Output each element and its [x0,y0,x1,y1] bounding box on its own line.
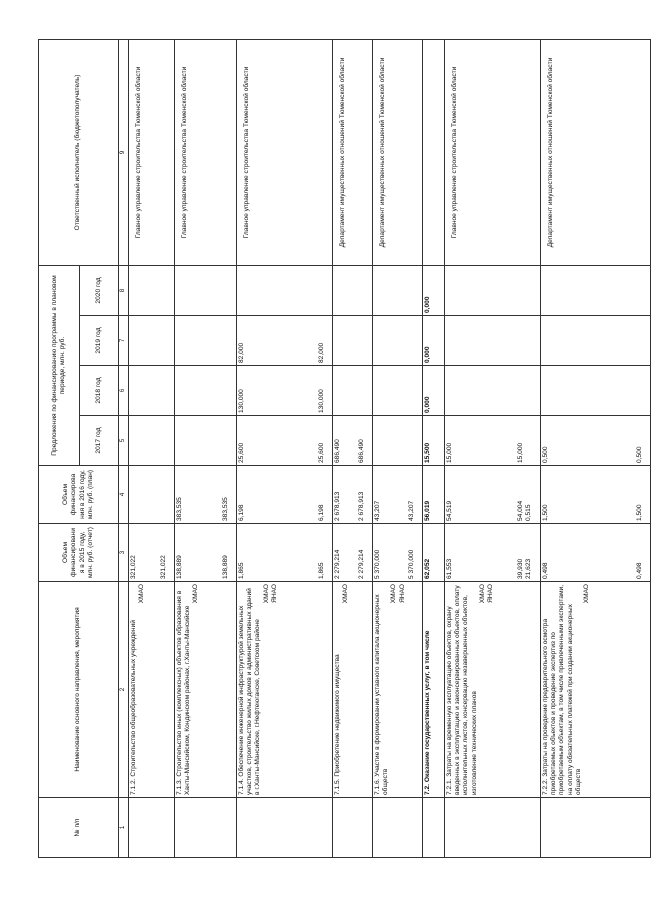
region-label: ЯНАО [270,584,278,603]
region-label: ХМАО [390,584,398,604]
value: 0,500 [542,446,549,463]
value-cell-v2016 [175,466,237,524]
value-cell-y2017 [129,416,175,466]
row-number [129,798,175,858]
value-cell-y2019 [175,316,237,366]
document-sheet [38,40,644,858]
value: 15,000 [446,442,453,463]
region-label: ХМАО [262,584,270,604]
row-name-text: 7.1.6. Участие в формировании уставного капитала акционерных обществ [374,594,390,795]
value-cell-y2017 [445,416,541,466]
header-year-2020: 2020 год [80,265,119,315]
value: 82,000 [318,342,326,363]
value: 21,623 [525,558,533,579]
value: 0,498 [542,562,549,579]
value-cell-y2017 [423,416,445,466]
executor-cell [423,39,445,265]
value: 321,022 [160,555,168,579]
value: 686,490 [334,439,341,463]
value-cell-y2018 [541,366,651,416]
row-name [423,582,445,798]
value-cell-v2015 [129,524,175,582]
value-cell-y2020 [423,265,445,315]
value-cell-y2020 [445,265,541,315]
row-name-text: 7.1.5. Приобретение недвижимого имущества [334,654,341,795]
row-name-text: 7.1.3. Строительство иных (комплексных) объектов образования в Ханты-Мансийском, Кондинском районах, г.Ханты-Мансийске [176,590,192,795]
value-cell-y2019 [237,316,333,366]
value: 383,535 [222,497,230,521]
table-row [423,39,445,857]
value: 62,052 [424,558,431,579]
value-cell-y2018 [373,366,423,416]
value: 1,865 [238,562,245,579]
row-name [175,582,237,798]
column-number: 2 [119,582,129,798]
value-cell-y2020 [333,265,373,315]
value-cell-y2017 [373,416,423,466]
row-name [445,582,541,798]
value: 54,004 [517,500,525,521]
value: 15,000 [517,442,525,463]
value-cell-v2016 [445,466,541,524]
value-cell-v2016 [129,466,175,524]
value: 2 678,913 [334,491,341,521]
executor-cell: Главное управление строительства Тюменской области [175,39,237,265]
row-name [333,582,373,798]
column-number: 7 [119,316,129,366]
value: 1,500 [542,504,549,521]
value: 138,889 [176,555,183,579]
row-number [373,798,423,858]
row-name-text: 7.2.2. Затраты на проведение предварительного осмотра приобретаемых объектов и проведение экспертиз по приобретаемым объектам, в том числе привлеченными экспертами, на оплату обязательных платежей при создании акционерных обществ [542,584,582,795]
value-cell-y2018 [423,366,445,416]
value-cell-v2016 [373,466,423,524]
value-cell-v2016 [333,466,373,524]
value: 2 279,214 [358,549,366,579]
value-cell-y2017 [333,416,373,466]
value-cell-v2015 [373,524,423,582]
value: 25,600 [238,442,245,463]
region-label: ХМАО [342,584,350,604]
value-cell-y2019 [541,316,651,366]
value-cell-v2015 [333,524,373,582]
value-cell-v2015 [445,524,541,582]
table-row [333,39,373,857]
header-volume-2015: Объем финансировани я в 2015 году, млн. руб. (отчет) [39,524,119,582]
value: 0,500 [636,446,644,463]
table-row [373,39,423,857]
header-volume-2016: Объем финансирова ния в 2016 году, млн. руб. (план) [39,466,119,524]
column-number: 9 [119,39,129,265]
header-proposals: Предложения по финансированию программы в плановом периоде, млн. руб. [39,265,80,465]
value-cell-v2015 [237,524,333,582]
value: 0,515 [525,504,533,521]
region-label: ЯНАО [487,584,495,603]
header-executor: Ответственный исполнитель (бюджетополучатель) [39,39,119,265]
value: 5 370,000 [374,549,381,579]
table-row [541,39,651,857]
value-cell-y2019 [445,316,541,366]
value: 2 279,214 [334,549,341,579]
executor-cell: Департамент имущественных отношений Тюменской области [373,39,423,265]
value-cell-y2018 [175,366,237,416]
value: 6,198 [238,504,245,521]
value: 130,000 [318,389,326,413]
header-year-2019: 2019 год [80,316,119,366]
value-cell-v2016 [423,466,445,524]
row-number [423,798,445,858]
value-cell-y2018 [333,366,373,416]
row-number [175,798,237,858]
value-cell-v2016 [541,466,651,524]
column-number: 3 [119,524,129,582]
table-body [129,39,651,857]
value: 0,000 [424,346,431,363]
value: 0,498 [636,562,644,579]
row-name-text: 7.1.4. Обеспечение инженерной инфраструктурой земельных участков, строительство жилых домов и административных зданий в г.Ханты-Мансийске, г.Нефтеюганске, Советском районе [238,588,262,795]
value-cell-v2015 [175,524,237,582]
value: 43,207 [374,500,381,521]
value-cell-y2018 [445,366,541,416]
value: 321,022 [130,555,137,579]
value: 2 678,913 [358,491,366,521]
value: 82,000 [238,342,245,363]
value: 61,553 [446,558,453,579]
column-number: 1 [119,798,129,858]
region-label: ХМАО [192,584,200,604]
header-num: № п/п [39,798,119,858]
column-number: 5 [119,416,129,466]
value: 39,930 [517,558,525,579]
value-cell-y2020 [237,265,333,315]
table-row [129,39,175,857]
value-cell-y2019 [333,316,373,366]
row-name-text: 7.2. Оказание государственных услуг, в том числе [424,630,431,795]
region-label: ХМАО [583,584,591,604]
value: 130,000 [238,389,245,413]
value-cell-y2019 [129,316,175,366]
value-cell-y2018 [237,366,333,416]
value: 5 370,000 [408,549,416,579]
value-cell-y2020 [373,265,423,315]
value: 15,500 [424,442,431,463]
value-cell-y2018 [129,366,175,416]
value-cell-v2015 [423,524,445,582]
value: 138,889 [222,555,230,579]
region-label: ЯНАО [398,584,406,603]
value-cell-y2017 [175,416,237,466]
header-name: Наименование основного направления, мероприятия [39,582,119,798]
column-number: 6 [119,366,129,416]
value: 54,519 [446,500,453,521]
table-row [445,39,541,857]
region-label: ХМАО [138,584,146,604]
column-number-row [119,39,129,857]
table-row [237,39,333,857]
row-name-text: 7.1.2. Строительство общеобразовательных учреждений [130,620,137,795]
value: 383,535 [176,497,183,521]
value-cell-v2016 [237,466,333,524]
executor-cell: Главное управление строительства Тюменской области [129,39,175,265]
row-name [373,582,423,798]
executor-cell: Департамент имущественных отношений Тюменской области [333,39,373,265]
value-cell-y2017 [541,416,651,466]
region-label: ХМАО [478,584,486,604]
header-year-2017: 2017 год [80,416,119,466]
header-row [39,39,80,857]
value-cell-y2020 [541,265,651,315]
row-name [129,582,175,798]
value: 686,490 [358,439,366,463]
value: 1,500 [636,504,644,521]
value: 43,207 [408,500,416,521]
value: 0,000 [424,296,431,313]
executor-cell: Главное управление строительства Тюменской области [445,39,541,265]
row-number [445,798,541,858]
row-number [541,798,651,858]
header-year-2018: 2018 год [80,366,119,416]
column-number: 8 [119,265,129,315]
value: 25,600 [318,442,326,463]
value: 6,198 [318,504,326,521]
value: 0,000 [424,396,431,413]
value-cell-v2015 [541,524,651,582]
row-name [541,582,651,798]
value-cell-y2019 [373,316,423,366]
value-cell-y2020 [129,265,175,315]
row-number [333,798,373,858]
row-name [237,582,333,798]
value: 56,019 [424,500,431,521]
value: 1,865 [318,562,326,579]
value-cell-y2017 [237,416,333,466]
row-name-text: 7.2.1. Затраты на временную эксплуатацию объектов, охрану введенных в эксплуатацию и законсервированных объектов, оплату исполнительных листов, консервацию незавершенных объектов, изготовление технических планов [446,585,478,795]
executor-cell: Департамент имущественных отношений Тюменской области [541,39,651,265]
value-cell-y2019 [423,316,445,366]
column-number: 4 [119,466,129,524]
row-number [237,798,333,858]
value-cell-y2020 [175,265,237,315]
financing-table [38,39,651,858]
table-row [175,39,237,857]
executor-cell: Главное управление строительства Тюменской области [237,39,333,265]
